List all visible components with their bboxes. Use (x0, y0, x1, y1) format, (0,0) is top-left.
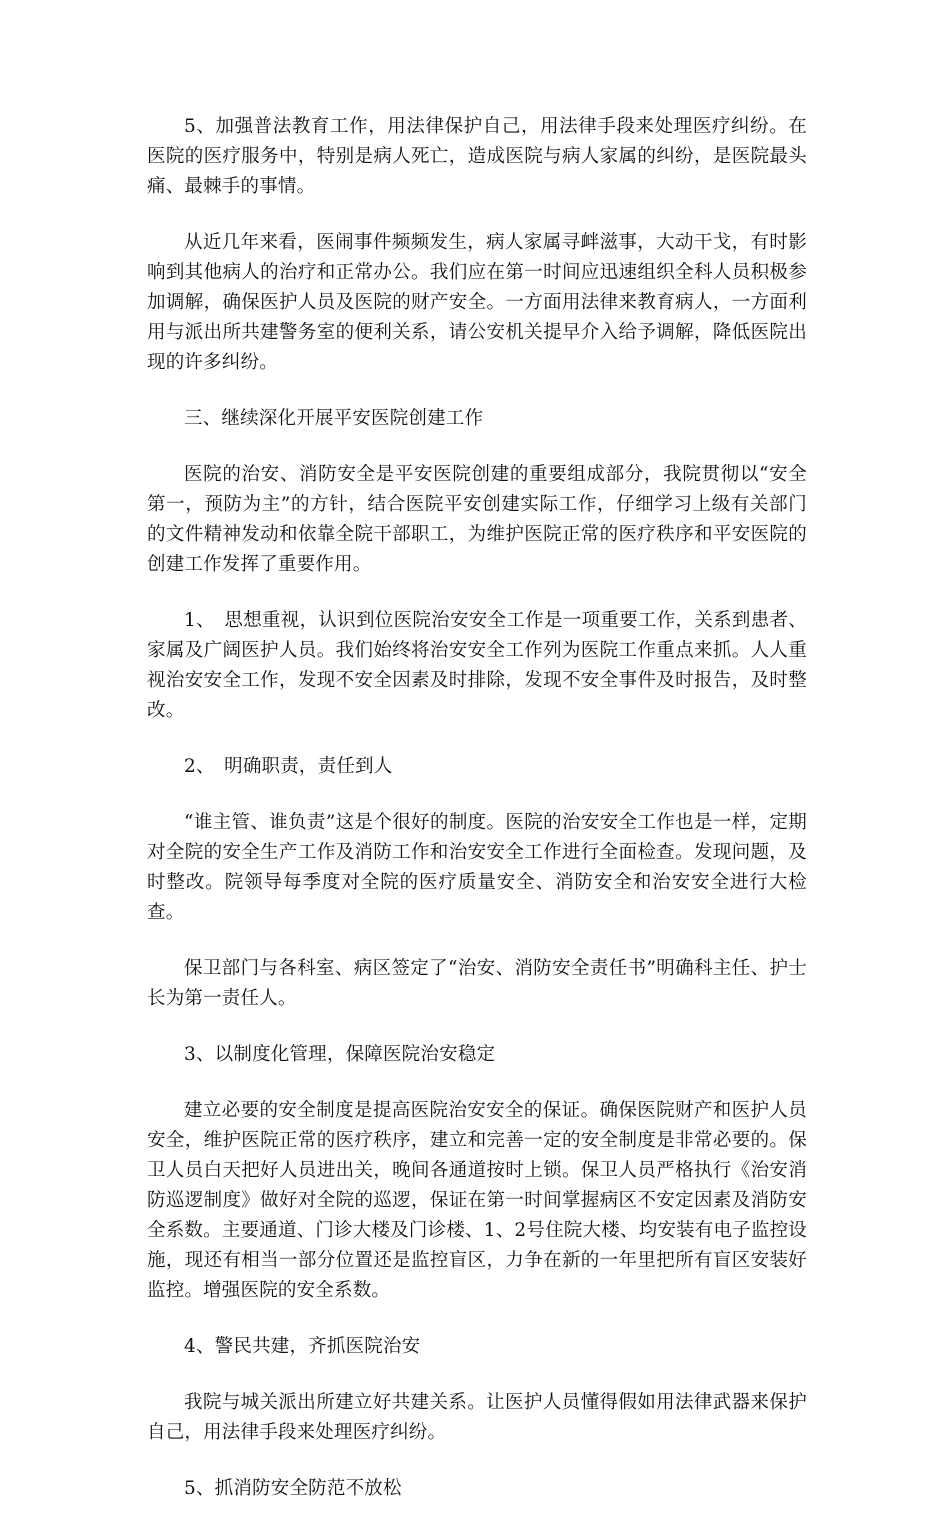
paragraph-responsibility-system: “谁主管、谁负责”这是个很好的制度。医院的治安安全工作也是一样，定期对全院的安全生产工作及消防工作和治安安全工作进行全面检查。发现问题，及时整改。院领导每季度对全院的医疗质量安全、消防安全和治安安全进行大检查。 (147, 812, 807, 923)
paragraph-police-station: 我院与城关派出所建立好共建关系。让医护人员懂得假如用法律武器来保护自己，用法律手段来处理医疗纠纷。 (147, 1392, 807, 1443)
section-heading-safe-hospital: 三、继续深化开展平安医院创建工作 (184, 408, 484, 429)
paragraph-security-system: 建立必要的安全制度是提高医院治安安全的保证。确保医院财产和医护人员安全，维护医院正常的医疗秩序，建立和完善一定的安全制度是非常必要的。保卫人员白天把好人员进出关，晚间各通道按时上锁。保卫人员严格执行《治安消防巡逻制度》做好对全院的巡逻，保证在第一时间掌握病区不安定因素及消防安全系数。主要通道、门诊大楼及门诊楼、1、2号住院大楼、均安装有电子监控设施，现还有相当一部分位置还是监控盲区，力争在新的一年里把所有盲区安装好监控。增强医院的安全系数。 (147, 1100, 807, 1301)
paragraph-medical-disputes: 从近几年来看，医闹事件频频发生，病人家属寻衅滋事，大动干戈，有时影响到其他病人的治疗和正常办公。我们应在第一时间应迅速组织全科人员积极参加调解，确保医护人员及医院的财产安全。一方面用法律来教育病人，一方面利用与派出所共建警务室的便利关系，请公安机关提早介入给予调解，降低医院出现的许多纠纷。 (147, 232, 807, 373)
subheading-responsibilities: 2、 明确职责，责任到人 (184, 756, 393, 777)
subheading-institutional-management: 3、以制度化管理，保障医院治安稳定 (184, 1044, 496, 1065)
subheading-police-cooperation: 4、警民共建，齐抓医院治安 (184, 1336, 421, 1357)
subheading-fire-prevention: 5、抓消防安全防范不放松 (184, 1478, 402, 1499)
paragraph-ideological-emphasis: 1、 思想重视，认识到位医院治安安全工作是一项重要工作，关系到患者、家属及广阔医护人员。我们始终将治安安全工作列为医院工作重点来抓。人人重视治安安全工作，发现不安全因素及时排除，发现不安全事件及时报告，及时整改。 (147, 610, 807, 721)
document-body (147, 112, 807, 1530)
paragraph-legal-education: 5、加强普法教育工作，用法律保护自己，用法律手段来处理医疗纠纷。在医院的医疗服务中，特别是病人死亡，造成医院与病人家属的纠纷，是医院最头痛、最棘手的事情。 (147, 116, 807, 197)
paragraph-responsibility-letter: 保卫部门与各科室、病区签定了“治安、消防安全责任书”明确科主任、护士长为第一责任人。 (147, 958, 807, 1009)
paragraph-fire-safety-intro: 医院的治安、消防安全是平安医院创建的重要组成部分，我院贯彻以“安全第一，预防为主”的方针，结合医院平安创建实际工作，仔细学习上级有关部门的文件精神发动和依靠全院干部职工，为维护医院正常的医疗秩序和平安医院的创建工作发挥了重要作用。 (147, 464, 807, 575)
